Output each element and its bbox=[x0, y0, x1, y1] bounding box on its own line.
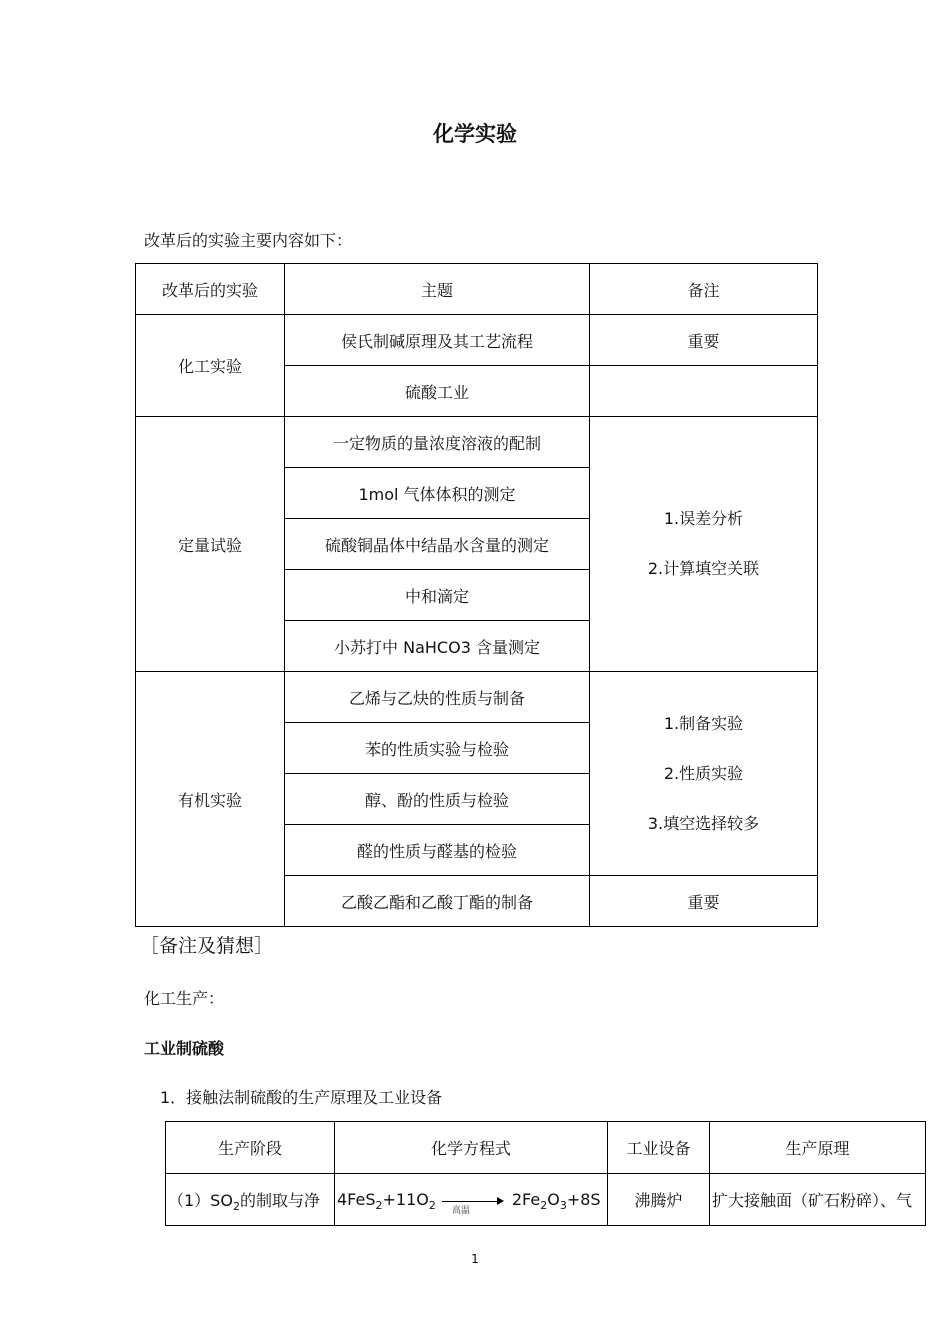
reaction-condition: 高温 bbox=[451, 1205, 470, 1216]
table-row bbox=[136, 315, 818, 366]
stage-cell bbox=[166, 1174, 335, 1226]
equipment-cell: 沸腾炉 bbox=[608, 1174, 710, 1226]
note-line: 2.计算填空关联 bbox=[647, 559, 760, 578]
topic-cell: 1mol 气体体积的测定 bbox=[285, 468, 590, 519]
header-stage: 生产阶段 bbox=[166, 1122, 335, 1174]
topic-cell: 小苏打中 NaHCO3 含量测定 bbox=[285, 621, 590, 672]
category-cell: 定量试验 bbox=[136, 417, 285, 672]
eq-text: +11O bbox=[382, 1190, 429, 1209]
topic-cell: 侯氏制碱原理及其工艺流程 bbox=[285, 315, 590, 366]
eq-text: 4FeS bbox=[337, 1190, 376, 1209]
note-cell: 重要 bbox=[590, 876, 818, 927]
subscript: 2 bbox=[375, 1199, 383, 1212]
subheading: 工业制硫酸 bbox=[144, 1039, 225, 1058]
topic-cell: 一定物质的量浓度溶液的配制 bbox=[285, 417, 590, 468]
topic-cell: 醇、酚的性质与检验 bbox=[285, 774, 590, 825]
subscript: 2 bbox=[540, 1199, 548, 1212]
topic-cell: 硫酸铜晶体中结晶水含量的测定 bbox=[285, 519, 590, 570]
header-equation: 化学方程式 bbox=[335, 1122, 608, 1174]
experiments-table bbox=[135, 263, 818, 927]
subscript: 3 bbox=[559, 1199, 567, 1212]
category-cell: 化工实验 bbox=[136, 315, 285, 417]
stage-text: 的制取与净 bbox=[239, 1191, 320, 1210]
reaction-arrow-icon bbox=[442, 1193, 504, 1216]
notes-cell bbox=[590, 672, 818, 876]
subscript: 2 bbox=[232, 1200, 240, 1213]
header-notes: 备注 bbox=[590, 264, 818, 315]
stage-text: （1）SO bbox=[168, 1191, 233, 1210]
note-line: 1.制备实验 bbox=[663, 713, 744, 733]
note-line: 1.误差分析 bbox=[663, 509, 744, 528]
topic-cell: 醛的性质与醛基的检验 bbox=[285, 825, 590, 876]
list-item: 1．接触法制硫酸的生产原理及工业设备 bbox=[160, 1088, 443, 1107]
table-row bbox=[136, 672, 818, 723]
section-label: 化工生产： bbox=[144, 989, 225, 1008]
eq-text: +8S bbox=[566, 1190, 601, 1209]
eq-text: O bbox=[547, 1190, 560, 1209]
header-topic: 主题 bbox=[285, 264, 590, 315]
topic-cell: 中和滴定 bbox=[285, 570, 590, 621]
note-line: 3.填空选择较多 bbox=[647, 813, 760, 833]
principle-cell: 扩大接触面（矿石粉碎）、气 bbox=[710, 1174, 926, 1226]
subscript: 2 bbox=[428, 1199, 436, 1212]
notes-cell bbox=[590, 417, 818, 672]
header-equipment: 工业设备 bbox=[608, 1122, 710, 1174]
equation-cell bbox=[335, 1174, 608, 1226]
page-number: 1 bbox=[471, 1252, 479, 1266]
note-cell bbox=[590, 366, 818, 417]
table-header-row bbox=[166, 1122, 926, 1174]
topic-cell: 乙酸乙酯和乙酸丁酯的制备 bbox=[285, 876, 590, 927]
topic-cell: 硫酸工业 bbox=[285, 366, 590, 417]
header-principle: 生产原理 bbox=[710, 1122, 926, 1174]
page-title: 化学实验 bbox=[433, 122, 517, 146]
table-header-row bbox=[136, 264, 818, 315]
header-experiment: 改革后的实验 bbox=[136, 264, 285, 315]
topic-cell: 乙烯与乙炔的性质与制备 bbox=[285, 672, 590, 723]
topic-cell: 苯的性质实验与检验 bbox=[285, 723, 590, 774]
table-row bbox=[166, 1174, 926, 1226]
sulfuric-acid-table bbox=[165, 1121, 926, 1226]
category-cell: 有机实验 bbox=[136, 672, 285, 927]
note-cell: 重要 bbox=[590, 315, 818, 366]
intro-text: 改革后的实验主要内容如下： bbox=[144, 231, 353, 250]
note-line: 2.性质实验 bbox=[663, 763, 744, 783]
notes-heading: ［备注及猜想］ bbox=[140, 935, 274, 957]
eq-text: 2Fe bbox=[511, 1190, 541, 1209]
table-row bbox=[136, 417, 818, 468]
